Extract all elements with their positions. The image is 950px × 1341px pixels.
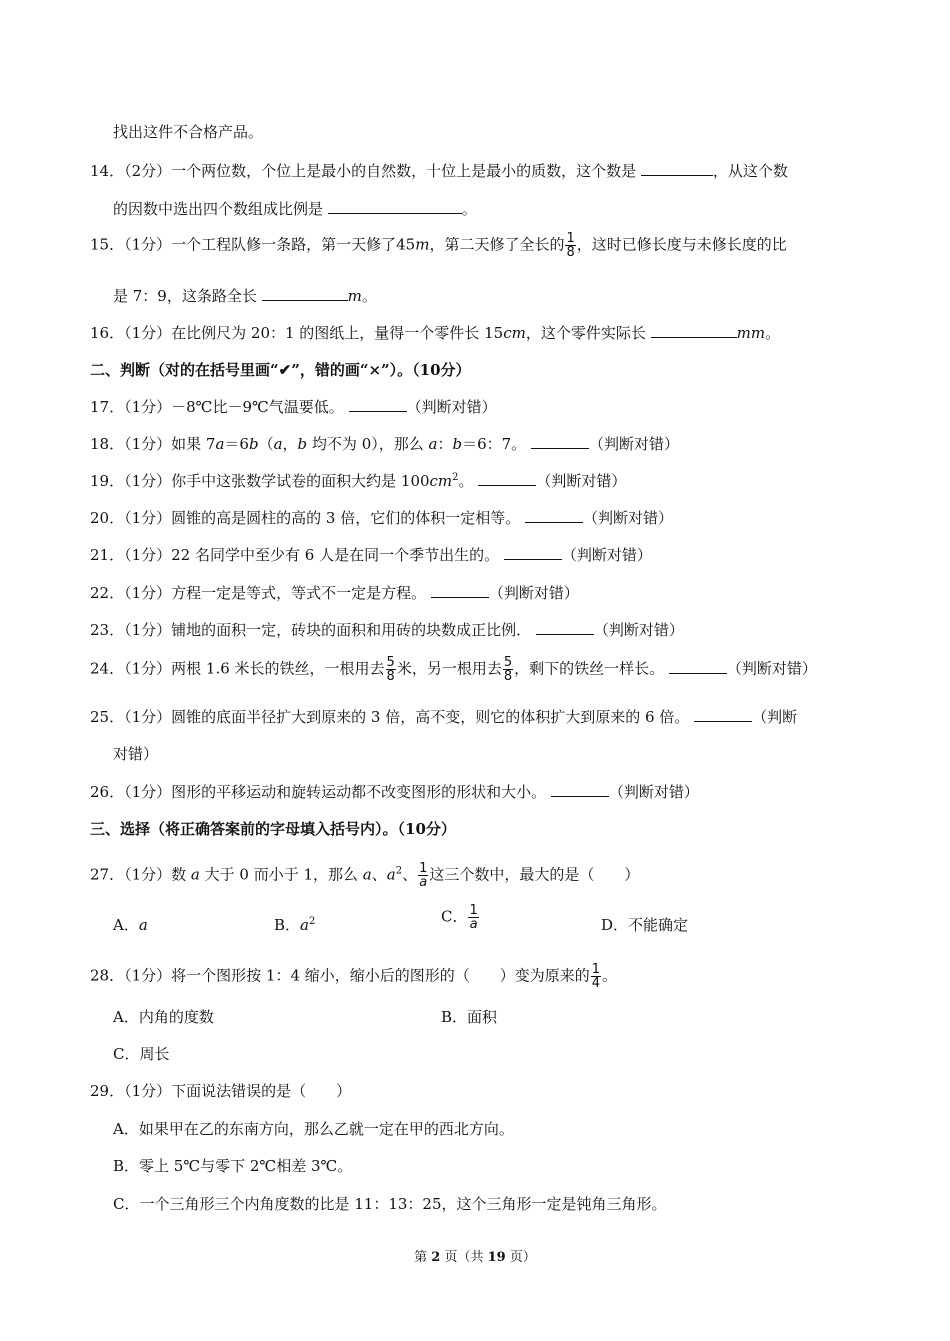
q27-option-c-denominator: a — [469, 917, 478, 932]
q15-45: 45 — [396, 235, 416, 254]
q27-denominator: a — [419, 875, 428, 890]
page-footer — [0, 1246, 950, 1265]
q15-text-b: ，第二天修了全长的 — [429, 235, 565, 254]
q18-var-b: b — [248, 435, 259, 453]
q22-blank[interactable] — [431, 583, 489, 598]
q26-judge-tag: （判断对错） — [608, 783, 699, 801]
q25-text-a: 25．（1分）圆锥的底面半径扩大到原来的 3 倍，高不变，则它的体积扩大到原来的 6 倍。 — [90, 708, 690, 726]
q28-text-b: 。 — [602, 966, 618, 985]
question-17 — [90, 396, 497, 417]
q18-var-a2: a — [273, 435, 283, 453]
q24-text-c: ，剩下的铁丝一样长。 — [514, 659, 665, 678]
question-15-cont — [113, 285, 377, 306]
q17-judge-tag: （判断对错） — [406, 398, 497, 416]
q27-option-a[interactable] — [113, 914, 148, 935]
q23-blank[interactable] — [536, 620, 594, 635]
question-22 — [90, 582, 579, 603]
q27-sep: 、 — [371, 865, 387, 884]
q27-numerator: 1 — [419, 861, 428, 876]
q28-option-b[interactable]: B．面积 — [441, 1008, 498, 1026]
q18-text-a: 18．（1分）如果 7 — [90, 435, 216, 453]
question-27 — [90, 862, 639, 889]
q24-blank[interactable] — [669, 659, 727, 674]
q17-blank[interactable] — [349, 397, 407, 412]
q28-text-a: 28．（1分）将一个图形按 1：4 缩小，缩小后的图形的（ ）变为原来的 — [90, 966, 590, 985]
q27-var-a: a — [190, 865, 200, 884]
q15-text-d: 是 7：9，这条路全长 — [113, 287, 257, 305]
q24-judge-tag: （判断对错） — [726, 659, 817, 678]
question-18 — [90, 433, 679, 454]
q24-denominator-1: 8 — [386, 669, 395, 684]
q16-blank[interactable] — [651, 323, 737, 338]
q29-option-c[interactable]: C．一个三角形三个内角度数的比是 11：13：25，这个三角形一定是钝角三角形。 — [113, 1195, 667, 1213]
q15-numerator: 1 — [566, 231, 575, 246]
q25-text-b: （判断 — [752, 708, 798, 726]
q21-judge-tag: （判断对错） — [561, 546, 652, 564]
q18-text-d: ＝6：7。 — [462, 435, 527, 453]
question-15 — [90, 232, 787, 259]
q22-text: 22．（1分）方程一定是等式，等式不一定是方程。 — [90, 584, 427, 602]
q18-colon: ： — [437, 435, 453, 453]
q15-text-c: ，这时已修长度与未修长度的比 — [576, 235, 787, 254]
question-25-cont: 对错） — [113, 745, 159, 763]
q19-blank[interactable] — [478, 471, 536, 486]
q27-option-d[interactable]: D．不能确定 — [601, 916, 689, 934]
q27-text-a: 27．（1分）数 — [90, 865, 191, 884]
q18-text-b: （ — [258, 435, 274, 453]
q26-blank[interactable] — [551, 782, 609, 797]
q29-option-b[interactable]: B．零上 5℃与零下 2℃相差 3℃。 — [113, 1157, 353, 1175]
q24-text-b: 米，另一根用去 — [396, 659, 502, 678]
q24-fraction-1 — [386, 656, 396, 683]
question-24 — [90, 656, 817, 683]
q27-sep2: 、 — [402, 865, 418, 884]
footer-total-pages: 19 — [487, 1250, 506, 1265]
q15-unit-m: m — [415, 235, 430, 254]
q15-denominator: 8 — [566, 245, 575, 260]
q16-text-c: 。 — [765, 324, 781, 342]
question-23 — [90, 619, 684, 640]
q20-text: 20．（1分）圆锥的高是圆柱的高的 3 倍，它们的体积一定相等。 — [90, 509, 521, 527]
q27-option-c-fraction — [468, 904, 478, 931]
q28-numerator: 1 — [591, 962, 601, 977]
question-29: 29．（1分）下面说法错误的是（ ） — [90, 1082, 352, 1100]
section-3-heading: 三、选择（将正确答案前的字母填入括号内）。（10分） — [90, 820, 456, 838]
q27-option-b[interactable] — [274, 914, 315, 935]
q20-blank[interactable] — [525, 508, 583, 523]
question-14-cont — [113, 198, 477, 219]
q14-text-c: 的因数中选出四个数组成比例是 — [113, 200, 324, 218]
q23-judge-tag: （判断对错） — [593, 621, 684, 639]
question-26 — [90, 781, 699, 802]
q27-fraction — [418, 862, 428, 889]
question-28 — [90, 963, 617, 990]
q17-text: 17．（1分）－8℃比－9℃气温要低。 — [90, 398, 344, 416]
q19-unit: cm — [429, 472, 453, 490]
q15-unit-m2: m — [347, 287, 362, 305]
q16-value: 15 — [484, 324, 504, 342]
q24-numerator-1: 5 — [386, 655, 395, 670]
q24-numerator-2: 5 — [503, 655, 513, 670]
footer-page-number: 2 — [431, 1250, 441, 1265]
q27-option-c-label: C． — [441, 907, 468, 926]
q14-text-b: ，从这个数 — [712, 162, 788, 180]
q18-blank[interactable] — [531, 434, 589, 449]
q15-fraction — [565, 232, 575, 259]
q18-var-b2: b — [297, 435, 308, 453]
q21-text: 21．（1分）22 名同学中至少有 6 人是在同一个季节出生的。 — [90, 546, 500, 564]
q24-denominator-2: 8 — [503, 669, 513, 684]
q27-option-b-label: B． — [274, 916, 301, 934]
q23-text: 23．（1分）铺地的面积一定，砖块的面积和用砖的块数成正比例． — [90, 621, 532, 639]
q18-eq: ＝6 — [224, 435, 249, 453]
q19-text-a: 19．（1分）你手中这张数学试卷的面积大约是 100 — [90, 472, 430, 490]
footer-text-a: 第 — [414, 1250, 432, 1265]
q18-judge-tag: （判断对错） — [588, 435, 679, 453]
q28-denominator: 4 — [591, 976, 601, 991]
q21-blank[interactable] — [504, 545, 562, 560]
q19-sup: 2 — [452, 472, 459, 483]
question-21 — [90, 544, 652, 565]
q16-unit-mm: mm — [736, 324, 766, 342]
q27-option-a-value: a — [138, 916, 148, 934]
q19-judge-tag: （判断对错） — [536, 472, 627, 490]
q29-option-a[interactable]: A．如果甲在乙的东南方向，那么乙就一定在甲的西北方向。 — [113, 1120, 514, 1138]
question-20 — [90, 507, 673, 528]
q14-text-d: 。 — [461, 200, 477, 218]
q27-text-b: 大于 0 而小于 1，那么 — [199, 865, 363, 884]
q18-comma: ， — [282, 435, 298, 453]
q24-text-a: 24．（1分）两根 1.6 米长的铁丝，一根用去 — [90, 659, 385, 678]
q15-blank[interactable] — [262, 286, 348, 301]
q28-option-c[interactable]: C．周长 — [113, 1045, 170, 1063]
q16-unit-cm: cm — [503, 324, 526, 342]
q27-option-c-numerator: 1 — [469, 903, 478, 918]
question-25 — [90, 706, 797, 727]
q22-judge-tag: （判断对错） — [488, 584, 579, 602]
q27-sup: 2 — [395, 865, 403, 877]
q27-option-c[interactable] — [441, 904, 480, 931]
q15-text-a: 15．（1分）一个工程队修一条路，第一天修了 — [90, 235, 397, 254]
q16-text-a: 16．（1分）在比例尺为 20：1 的图纸上，量得一个零件长 — [90, 324, 480, 342]
q18-var-b3: b — [452, 435, 463, 453]
q25-blank[interactable] — [694, 707, 752, 722]
q27-var-a2: a — [362, 865, 372, 884]
q20-judge-tag: （判断对错） — [583, 509, 674, 527]
q27-option-b-value: a — [300, 916, 309, 934]
q27-var-a3: a — [386, 865, 396, 884]
q19-text-b: 。 — [458, 472, 474, 490]
q26-text: 26．（1分）图形的平移运动和旋转运动都不改变图形的形状和大小。 — [90, 783, 547, 801]
q28-option-a[interactable]: A．内角的度数 — [113, 1008, 214, 1026]
q13-tail: 找出这件不合格产品。 — [113, 123, 264, 141]
footer-text-c: 页） — [505, 1250, 536, 1265]
question-19 — [90, 470, 626, 491]
q14-blank-1[interactable] — [641, 161, 713, 176]
section-2-heading: 二、判断（对的在括号里画“✔”，错的画“×”）。（10分） — [90, 361, 471, 379]
q28-fraction — [591, 963, 601, 990]
footer-text-b: 页（共 — [440, 1250, 488, 1265]
q14-text-a: 14．（2分）一个两位数，个位上是最小的自然数，十位上是最小的质数，这个数是 — [90, 162, 637, 180]
q24-fraction-2 — [503, 656, 513, 683]
q15-text-f: 。 — [361, 287, 377, 305]
question-14 — [90, 160, 788, 181]
question-16 — [90, 322, 780, 343]
q27-option-b-sup: 2 — [308, 916, 316, 927]
q27-text-c: 这三个数中，最大的是（ ） — [429, 865, 640, 884]
q18-var-a3: a — [428, 435, 438, 453]
q14-blank-2[interactable] — [328, 199, 462, 214]
q18-text-c: 均不为 0），那么 — [307, 435, 429, 453]
q16-text-b: ，这个零件实际长 — [525, 324, 646, 342]
q27-option-a-label: A． — [113, 916, 139, 934]
q18-var-a: a — [215, 435, 225, 453]
